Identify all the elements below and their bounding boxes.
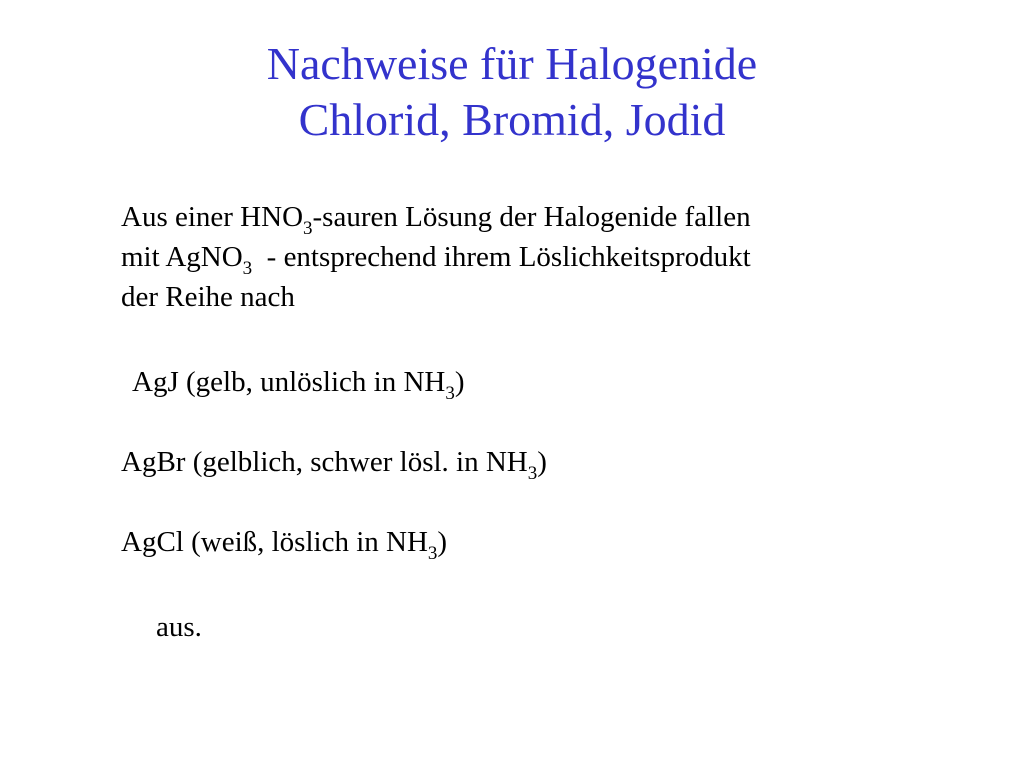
intro-line-1 (121, 197, 751, 237)
item-agj-text: AgJ (gelb, unlöslich in NH (132, 366, 446, 398)
item-agbr (121, 442, 547, 482)
item-agcl-subscript: 3 (427, 543, 438, 564)
intro-line-1-text: Aus einer HNO (121, 201, 304, 233)
item-agj-subscript: 3 (445, 383, 455, 404)
item-agcl-close: ) (437, 526, 448, 558)
item-agcl (121, 522, 447, 562)
intro-line-2-subscript: 3 (242, 258, 253, 279)
intro-line-1-subscript: 3 (303, 218, 313, 239)
title-line-1: Nachweise für Halogenide (266, 38, 758, 89)
intro-paragraph (121, 197, 751, 317)
item-agbr-subscript: 3 (527, 463, 538, 484)
item-agj (132, 362, 465, 402)
title-line-2: Chlorid, Bromid, Jodid (298, 94, 726, 145)
intro-line-3: der Reihe nach (121, 281, 295, 313)
item-agbr-close: ) (537, 446, 547, 478)
item-agbr-text: AgBr (gelblich, schwer lösl. in NH (121, 446, 528, 478)
slide-title (0, 36, 1024, 148)
item-agcl-text: AgCl (weiß, löslich in NH (121, 526, 428, 558)
intro-line-2-rest: - entsprechend ihrem Löslichkeitsprodukt (252, 241, 751, 273)
intro-line-2-text: mit AgNO (121, 241, 243, 273)
intro-line-1-rest: -sauren Lösung der Halogenide fallen (312, 201, 751, 233)
item-agj-close: ) (454, 366, 465, 398)
intro-line-2 (121, 237, 751, 277)
closing-text: aus. (156, 611, 202, 643)
